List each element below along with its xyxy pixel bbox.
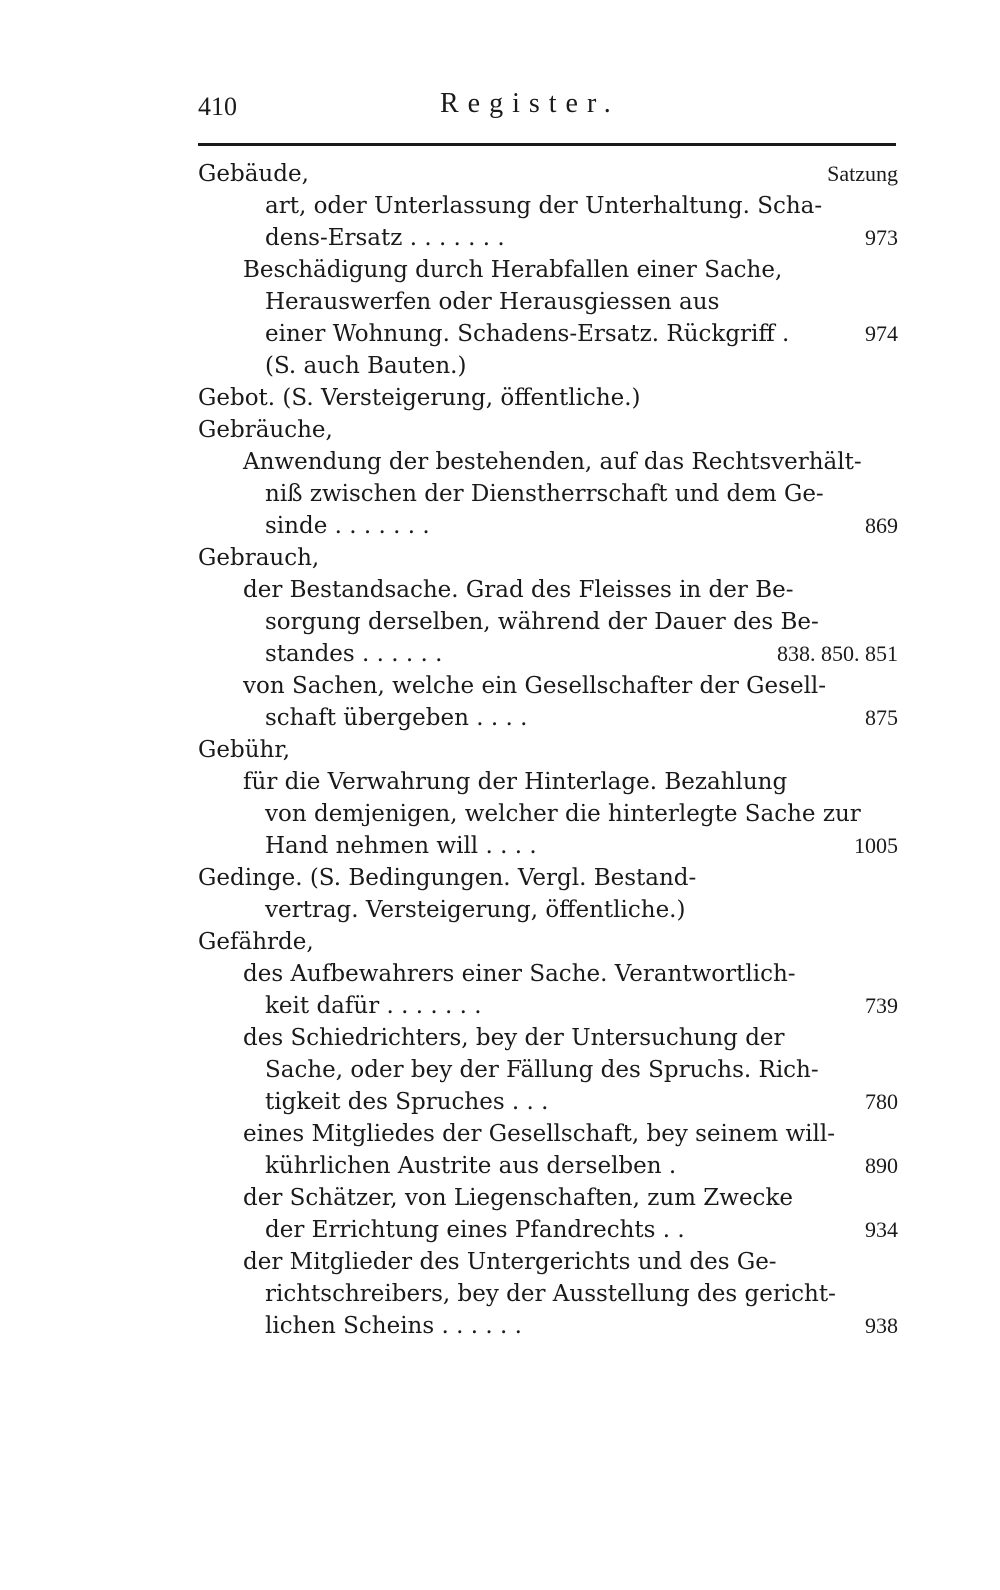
line-text: von demjenigen, welcher die hinterlegte Sache zur [265,801,861,827]
index-line [198,1022,898,1054]
index-line [198,702,898,734]
line-text: von Sachen, welche ein Gesellschafter der Gesell- [243,673,827,699]
index-line [198,894,898,926]
line-text: Beschädigung durch Herabfallen einer Sache, [243,257,783,283]
index-line [198,478,898,510]
index-line [198,510,898,542]
line-text: Gebot. (S. Versteigerung, öffentliche.) [198,385,641,411]
page-reference: 938 [865,1313,898,1338]
page-reference: 780 [865,1089,898,1114]
header-rule [198,143,896,146]
index-line [198,670,898,702]
index-headword-line [198,158,898,190]
index-headword-line [198,542,898,574]
index-line [198,766,898,798]
line-text: vertrag. Versteigerung, öffentliche.) [265,897,686,923]
line-text: Anwendung der bestehenden, auf das Rechtsverhält- [243,449,862,475]
page-reference: 934 [865,1217,898,1242]
line-text: der Errichtung eines Pfandrechts . . [265,1217,685,1243]
index-line [198,222,898,254]
line-text: der Schätzer, von Liegenschaften, zum Zwecke [243,1185,793,1211]
index-line [198,350,898,382]
line-text: für die Verwahrung der Hinterlage. Bezahlung [243,769,788,795]
page-reference: 1005 [854,833,898,858]
index-headword-line [198,926,898,958]
index-line [198,574,898,606]
index-line [198,798,898,830]
index-line [198,1054,898,1086]
running-head: Register. [440,88,620,119]
line-text: art, oder Unterlassung der Unterhaltung. Scha- [265,193,823,219]
page-reference: 875 [865,705,898,730]
line-text: der Bestandsache. Grad des Fleisses in der Be- [243,577,794,603]
index-line [198,1310,898,1342]
line-text: sorgung derselben, während der Dauer des Be- [265,609,819,635]
line-text: Gebühr, [198,737,291,763]
index-line [198,1150,898,1182]
line-text: des Schiedrichters, bey der Untersuchung der [243,1025,785,1051]
index-headword-line [198,414,898,446]
index-line [198,446,898,478]
line-text: Sache, oder bey der Fällung des Spruchs. Rich- [265,1057,819,1083]
line-text: richtschreibers, bey der Ausstellung des gericht- [265,1281,836,1307]
page-reference: 973 [865,225,898,250]
index-line [198,638,898,670]
line-text: tigkeit des Spruches . . . [265,1089,549,1115]
index-line [198,1246,898,1278]
line-text: Gedinge. (S. Bedingungen. Vergl. Bestand- [198,865,697,891]
line-text: eines Mitgliedes der Gesellschaft, bey seinem will- [243,1121,835,1147]
line-text: (S. auch Bauten.) [265,353,467,379]
catchword: Satzung [827,161,898,186]
line-text: standes . . . . . . [265,641,443,667]
index-entries [198,158,898,1342]
page-reference: 974 [865,321,898,346]
line-text: Hand nehmen will . . . . [265,833,537,859]
index-line [198,1086,898,1118]
index-headword-line [198,862,898,894]
line-text: des Aufbewahrers einer Sache. Verantwortlich- [243,961,796,987]
index-line [198,254,898,286]
line-text: dens-Ersatz . . . . . . . [265,225,505,251]
page-reference: 890 [865,1153,898,1178]
index-line [198,958,898,990]
index-line [198,1118,898,1150]
line-text: Gefährde, [198,929,314,955]
page-reference: 739 [865,993,898,1018]
line-text: der Mitglieder des Untergerichts und des Ge- [243,1249,777,1275]
line-text: einer Wohnung. Schadens-Ersatz. Rückgriff . [265,321,790,347]
index-line [198,1278,898,1310]
line-text: Gebäude, [198,161,309,187]
index-line [198,606,898,638]
index-line [198,190,898,222]
page-reference: 838. 850. 851 [777,641,898,666]
line-text: sinde . . . . . . . [265,513,430,539]
index-line [198,1182,898,1214]
line-text: lichen Scheins . . . . . . [265,1313,522,1339]
index-headword-line [198,734,898,766]
index-headword-line [198,382,898,414]
line-text: keit dafür . . . . . . . [265,993,482,1019]
line-text: Gebrauch, [198,545,320,571]
line-text: kührlichen Austrite aus derselben . [265,1153,677,1179]
index-line [198,830,898,862]
page-number: 410 [198,92,237,121]
index-line [198,1214,898,1246]
index-line [198,990,898,1022]
line-text: Herauswerfen oder Herausgiessen aus [265,289,720,315]
index-line [198,318,898,350]
index-line [198,286,898,318]
page-reference: 869 [865,513,898,538]
line-text: schaft übergeben . . . . [265,705,528,731]
line-text: niß zwischen der Dienstherrschaft und dem Ge- [265,481,824,507]
line-text: Gebräuche, [198,417,333,443]
